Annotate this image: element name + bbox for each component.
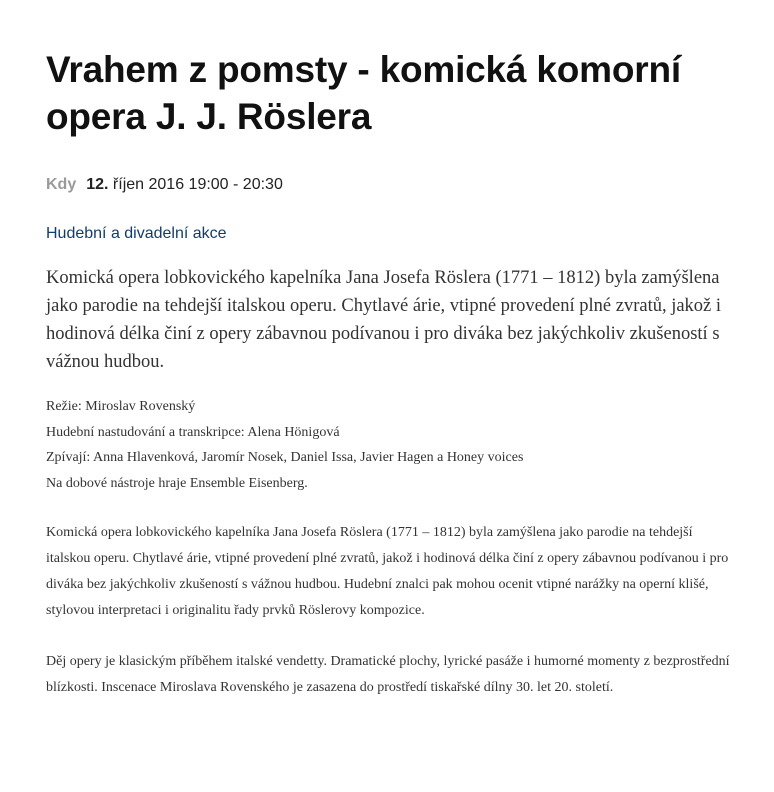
page-title: Vrahem z pomsty - komická komorní opera J. J. Röslera [46,49,681,137]
credit-director: Režie: Miroslav Rovenský [46,399,196,414]
credit-music: Hudební nastudování a transkripce: Alena Hönigová [46,424,340,440]
date-time: říjen 2016 19:00 - 20:30 [108,176,283,193]
event-detail [46,46,736,701]
body-paragraph-2: Děj opery je klasickým příběhem italské vendetty. Dramatické plochy, lyrické pasáže i humorné momenty z bezprostřední blízkosti. Inscenace Miroslava Rovenského je zasazena do prostředí tiskařské dílny 30. let 20. století. [46,654,730,695]
date-day: 12. [86,176,109,193]
lead-paragraph: Komická opera lobkovického kapelníka Jana Josefa Röslera (1771 – 1812) byla zamýšlena jako parodie na tehdejší italskou operu. Chytlavé árie, vtipné provedení plné zvratů, jakož i hodinová délka činí z opery zábavnou podívanou i pro diváka bez jakýchkoliv zkušeností s vážnou hudbou. [46,268,722,372]
credit-ensemble: Na dobové nástroje hraje Ensemble Eisenberg. [46,475,308,491]
body-paragraph-1: Komická opera lobkovického kapelníka Jana Josefa Röslera (1771 – 1812) byla zamýšlena jako parodie na tehdejší italskou operu. Chytlavé árie, vtipné provedení plné zvratů, jakož i hodinová délka činí z opery zábavnou podívanou i pro diváka bez jakýchkoliv zkušeností s vážnou hudbou. Hudební znalci pak mohou ocenit vtipné narážky na operní klišé, stylovou interpretaci i originalitu řady prvků Röslerovy kompozice. [46,525,729,618]
event-date-row [46,175,736,195]
credit-singers: Zpívají: Anna Hlavenková, Jaromír Nosek, Daniel Issa, Javier Hagen a Honey voices [46,450,524,465]
credits-list [46,394,736,496]
category-link[interactable]: Hudební a divadelní akce [46,225,227,242]
date-label: Kdy [46,176,77,193]
